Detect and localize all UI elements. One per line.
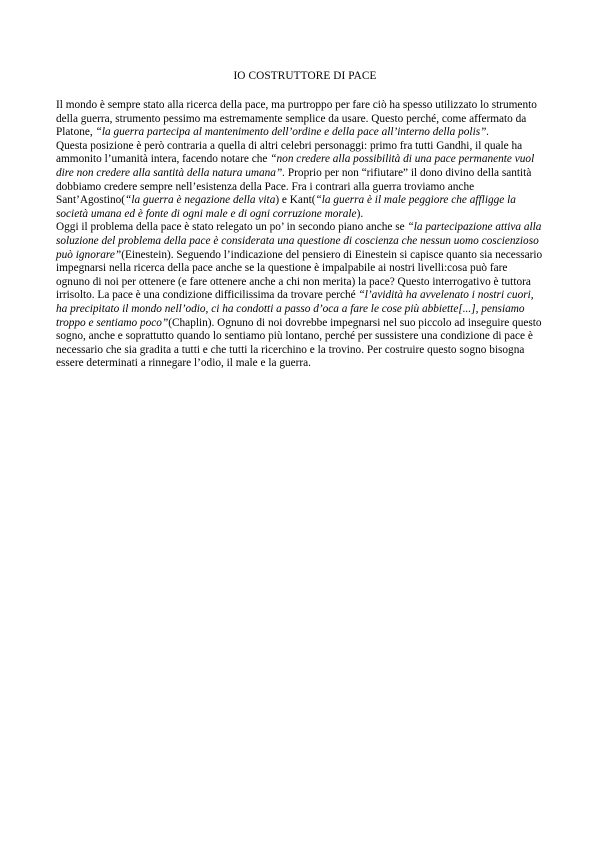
paragraph-2 (56, 140, 544, 222)
quote-agostino: “la guerra è negazione della vita (125, 194, 276, 207)
document-page (56, 69, 544, 371)
quote-platone: “la guerra partecipa al mantenimento dell’ordine e della pace all’interno della polis”. (95, 126, 490, 139)
document-title: IO COSTRUTTORE DI PACE (233, 70, 377, 82)
quote-kant: “la guerra è il male peggiore che affligge la società umana ed è fonte di ogni male e di ogni corruzione morale (56, 194, 516, 220)
paragraph-2-text-1: Questa posizione è però contraria a quella di altri celebri personaggi: primo fra tutti Gandhi, il quale ha ammonito l’umanità intera, facendo notare che (56, 139, 523, 166)
paragraph-2-text-3: ) e Kant( (275, 194, 316, 207)
paragraph-1-text-1: Il mondo è sempre stato alla ricerca della pace, ma purtroppo per fare ciò ha spesso utilizzato lo strumento della guerra, strumento pessimo ma estremamente semplice da usare. Questo perché, come affermato da Platone, (56, 99, 537, 139)
document-body (56, 99, 544, 371)
paragraph-2-text-2: Proprio per non “rifiutare” il dono divino della santità dobbiamo credere sempre nell’esistenza della Pace. Fra i contrari alla guerra troviamo anche Sant’Agostino( (56, 166, 532, 207)
paragraph-3 (56, 221, 544, 371)
quote-einestein: “la partecipazione attiva alla soluzione del problema della pace è considerata una questione di coscienza che nessun uomo coscienzioso può ignorare” (56, 221, 542, 261)
quote-gandhi: “non credere alla possibilità di una pace permanente vuol dire non credere alla santità della natura umana”. (56, 153, 535, 179)
paragraph-3-text-3: (Chaplin). Ognuno di noi dovrebbe impegnarsi nel suo piccolo ad inseguire questo sogno, anche e soprattutto quando lo sentiamo più lontano, perché per sussistere una condizione di pace è necessario che sia gradita a tutti e che tutti la ricerchino e la trovino. Per costruire questo sogno bisogna essere determinati a rinnegare l’odio, il male e la guerra. (56, 316, 542, 370)
paragraph-1 (56, 99, 544, 140)
paragraph-3-text-1: Oggi il problema della pace è stato relegato un po’ in secondo piano anche se (56, 221, 408, 234)
paragraph-3-text-2: (Einestein). Seguendo l’indicazione del pensiero di Einestein si capisce quanto sia necessario impegnarsi nella ricerca della pace anche se la questione è impalpabile ai nostri livelli:cosa può fare ognuno di noi per ottenere (e fare ottenere anche a chi non merita) la pace? Questo interrogativo è tuttora irrisolto. La pace è una condizione difficilissima da trovare perché (56, 248, 543, 302)
paragraph-2-text-4: ). (356, 207, 364, 220)
quote-chaplin: “l’avidità ha avvelenato i nostri cuori, ha precipitato il mondo nell’odio, ci ha condotti a passo d’oca a fare le cose più abbiette[...], pensiamo troppo e sentiamo poco” (56, 289, 534, 329)
